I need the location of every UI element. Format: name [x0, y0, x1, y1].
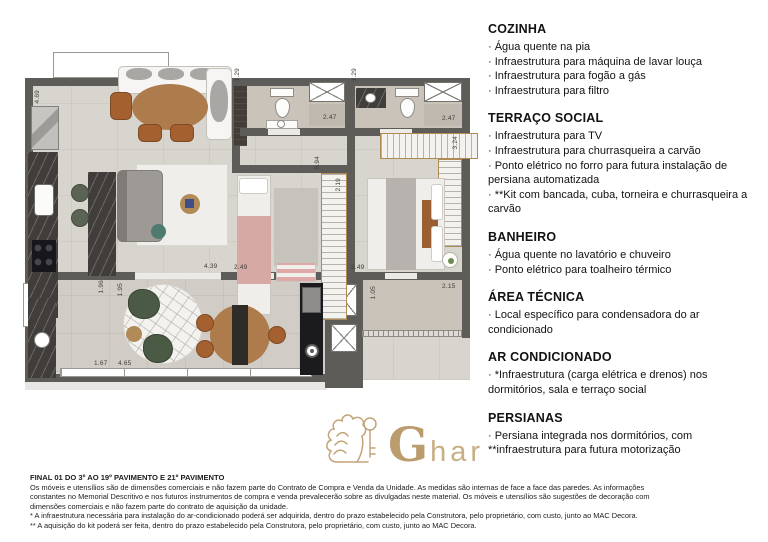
- dimension-label: 4.65: [118, 360, 132, 367]
- bedroom-rug: [274, 188, 318, 266]
- spec-item: · Infraestrutura para TV: [488, 130, 603, 143]
- disclaimer-title: FINAL 01 DO 3º AO 19º PAVIMENTO E 21º PAVIMENTO: [30, 473, 225, 482]
- disclaimer-line: constantes no Memorial Descritivo e nos futuros instrumentos de compra e venda prevalecerão sobre as divulgadas neste material. Os móveis e utensílios são sugestões de decoração com: [30, 492, 650, 502]
- shower-box: [424, 82, 462, 102]
- banquette-cushion: [158, 68, 184, 80]
- shaft-box-2: [331, 324, 357, 352]
- logo-letters-har: har: [430, 436, 485, 468]
- wall-top: [25, 78, 470, 86]
- stool: [71, 184, 89, 202]
- stool: [71, 209, 89, 227]
- spec-item: · *Infraestrutura (carga elétrica e drenos) nos dormitórios, sala e terraço social: [488, 369, 708, 396]
- spec-section-title: ÁREA TÉCNICA: [488, 290, 585, 305]
- dimension-label: 0.94: [314, 156, 321, 170]
- armchair: [143, 334, 173, 363]
- spec-section-items: [488, 308, 760, 337]
- brand-logo: [322, 407, 542, 473]
- dimension-label: 1.95: [117, 283, 124, 297]
- barbecue-grill: [305, 344, 319, 358]
- spec-item: · **Kit com bancada, cuba, torneira e churrasqueira a carvão: [488, 188, 748, 216]
- spec-item: · Infraestrutura para máquina de lavar louça: [488, 55, 703, 68]
- spec-item: · Infraestrutura para fogão a gás: [488, 70, 646, 83]
- technical-area-louver: [362, 330, 462, 337]
- dimension-label: 1.96: [98, 280, 105, 294]
- logo-letter-g: G: [388, 418, 429, 473]
- pillow: [431, 184, 443, 220]
- dimension-label: 2.15: [442, 283, 456, 290]
- spec-section-items: [488, 368, 760, 397]
- spec-section: [488, 230, 760, 277]
- dimension-label: 2.47: [323, 114, 337, 121]
- spec-section-items: [488, 248, 760, 277]
- spec-item: · Ponto elétrico no forro para futura instalação de persiana automatizada: [488, 159, 728, 187]
- bathroom1-basin: [277, 120, 285, 128]
- kitchen-sink: [34, 184, 54, 216]
- cooktop: [32, 240, 56, 272]
- toilet: [395, 88, 419, 97]
- fridge: [31, 106, 59, 150]
- spec-item: · Persiana integrada nos dormitórios, com **infraestrutura para futura motorização: [488, 429, 693, 457]
- spec-section: [488, 111, 760, 217]
- pillow: [239, 178, 268, 194]
- spec-section-title: PERSIANAS: [488, 410, 563, 425]
- spec-section-title: AR CONDICIONADO: [488, 350, 612, 365]
- spec-section-title: BANHEIRO: [488, 229, 557, 244]
- spec-section: [488, 22, 760, 98]
- terrace-door-threshold: [135, 273, 221, 279]
- terrace-chair: [268, 326, 286, 344]
- wall-between-bathrooms: [345, 78, 355, 136]
- legal-disclaimer: [30, 473, 754, 531]
- sofa-back: [117, 170, 127, 242]
- wall-corridor: [232, 165, 354, 173]
- bed-blanket: [386, 178, 416, 270]
- dimension-label: 1.29: [351, 68, 358, 82]
- spec-list: [488, 22, 760, 471]
- dimension-label: 2.49: [351, 264, 365, 271]
- lounge-cushion: [210, 80, 228, 122]
- bed-blanket: [237, 216, 271, 284]
- spec-section: [488, 350, 760, 397]
- kitchen-island: [88, 172, 116, 276]
- wardrobe: [321, 173, 347, 320]
- dimension-label: 1.67: [94, 360, 108, 367]
- balcony-edge: [25, 382, 327, 390]
- table-runner: [232, 305, 248, 365]
- terrace-windows: [60, 368, 312, 377]
- disclaimer-line: Os móveis e utensílios são de dimensões comerciais e não fazem parte do Contrato de Compra e Venda da Unidade. As medidas são internas de face a face das paredes. As informações: [30, 482, 645, 492]
- shower-box: [309, 82, 345, 102]
- dimension-label: 4.39: [204, 263, 218, 270]
- terrace-chair: [196, 314, 214, 332]
- spec-section-items: [488, 129, 760, 217]
- barbecue-appliance: [302, 287, 321, 313]
- dimension-label: 2.19: [335, 178, 342, 192]
- technical-door-threshold: [385, 273, 417, 279]
- floor-plan: [18, 48, 474, 400]
- tv-panel: [234, 86, 247, 146]
- disclaimer-line: dimensões comerciais e não fazem parte do contrato de aquisição da unidade.: [30, 501, 289, 511]
- spec-section-title: TERRAÇO SOCIAL: [488, 111, 604, 126]
- dimension-label: 2.49: [234, 264, 248, 271]
- dimension-label: 3.24: [452, 136, 459, 150]
- nightstand: [442, 252, 458, 268]
- pouf: [151, 224, 166, 239]
- spec-section: [488, 290, 760, 337]
- banquette-cushion: [126, 68, 152, 80]
- spec-item: · Local específico para condensadora do ar condicionado: [488, 309, 700, 336]
- spec-item: · Água quente no lavatório e chuveiro: [488, 248, 671, 261]
- dresser: [276, 262, 316, 282]
- logo-wordmark: [388, 418, 485, 473]
- lion-key-icon: [322, 409, 386, 469]
- toilet: [270, 88, 294, 97]
- bathroom1-threshold: [268, 129, 300, 135]
- spec-item: · Infraestrutura para churrasqueira a carvão: [488, 144, 701, 157]
- armchair: [128, 289, 160, 319]
- disclaimer-line: ** A aquisição do kit poderá ser feita, dentro do prazo estabelecido pela Construtora, pelo proprietário, com custo, junto ao MAC Decora.: [30, 520, 477, 530]
- dining-chair: [110, 92, 132, 120]
- terrace-chair: [196, 340, 214, 358]
- dimension-label: 4.69: [34, 90, 41, 104]
- terrace-sink: [34, 332, 50, 348]
- dimension-label: 2.47: [442, 115, 456, 122]
- kitchen-counter: [28, 152, 58, 318]
- disclaimer-line: * A infraestrutura necessária para instalação do ar-condicionado poderá ser adquirida, dentro do prazo estabelecido pela Construtora, pelo proprietário, com custo, junto ao MAC Decora.: [30, 511, 638, 521]
- wall-between-bedrooms: [347, 135, 355, 272]
- spec-item: · Infraestrutura para filtro: [488, 84, 610, 97]
- dimension-label: 1.29: [234, 68, 241, 82]
- spec-section-items: [488, 40, 760, 98]
- wall-right: [462, 78, 470, 338]
- decor-book: [185, 199, 194, 208]
- dining-chair: [138, 124, 162, 142]
- spec-section-title: COZINHA: [488, 22, 547, 36]
- dimension-label: 1.05: [370, 286, 377, 300]
- wardrobe: [380, 133, 478, 159]
- pillow: [431, 226, 443, 262]
- bathroom2-basin: [365, 93, 376, 103]
- spec-item: · Água quente na pia: [488, 41, 591, 53]
- dining-chair: [170, 124, 194, 142]
- spec-item: · Ponto elétrico para toalheiro térmico: [488, 263, 672, 276]
- terrace-side-table: [126, 326, 142, 342]
- wall-living-terrace-b: [221, 272, 236, 280]
